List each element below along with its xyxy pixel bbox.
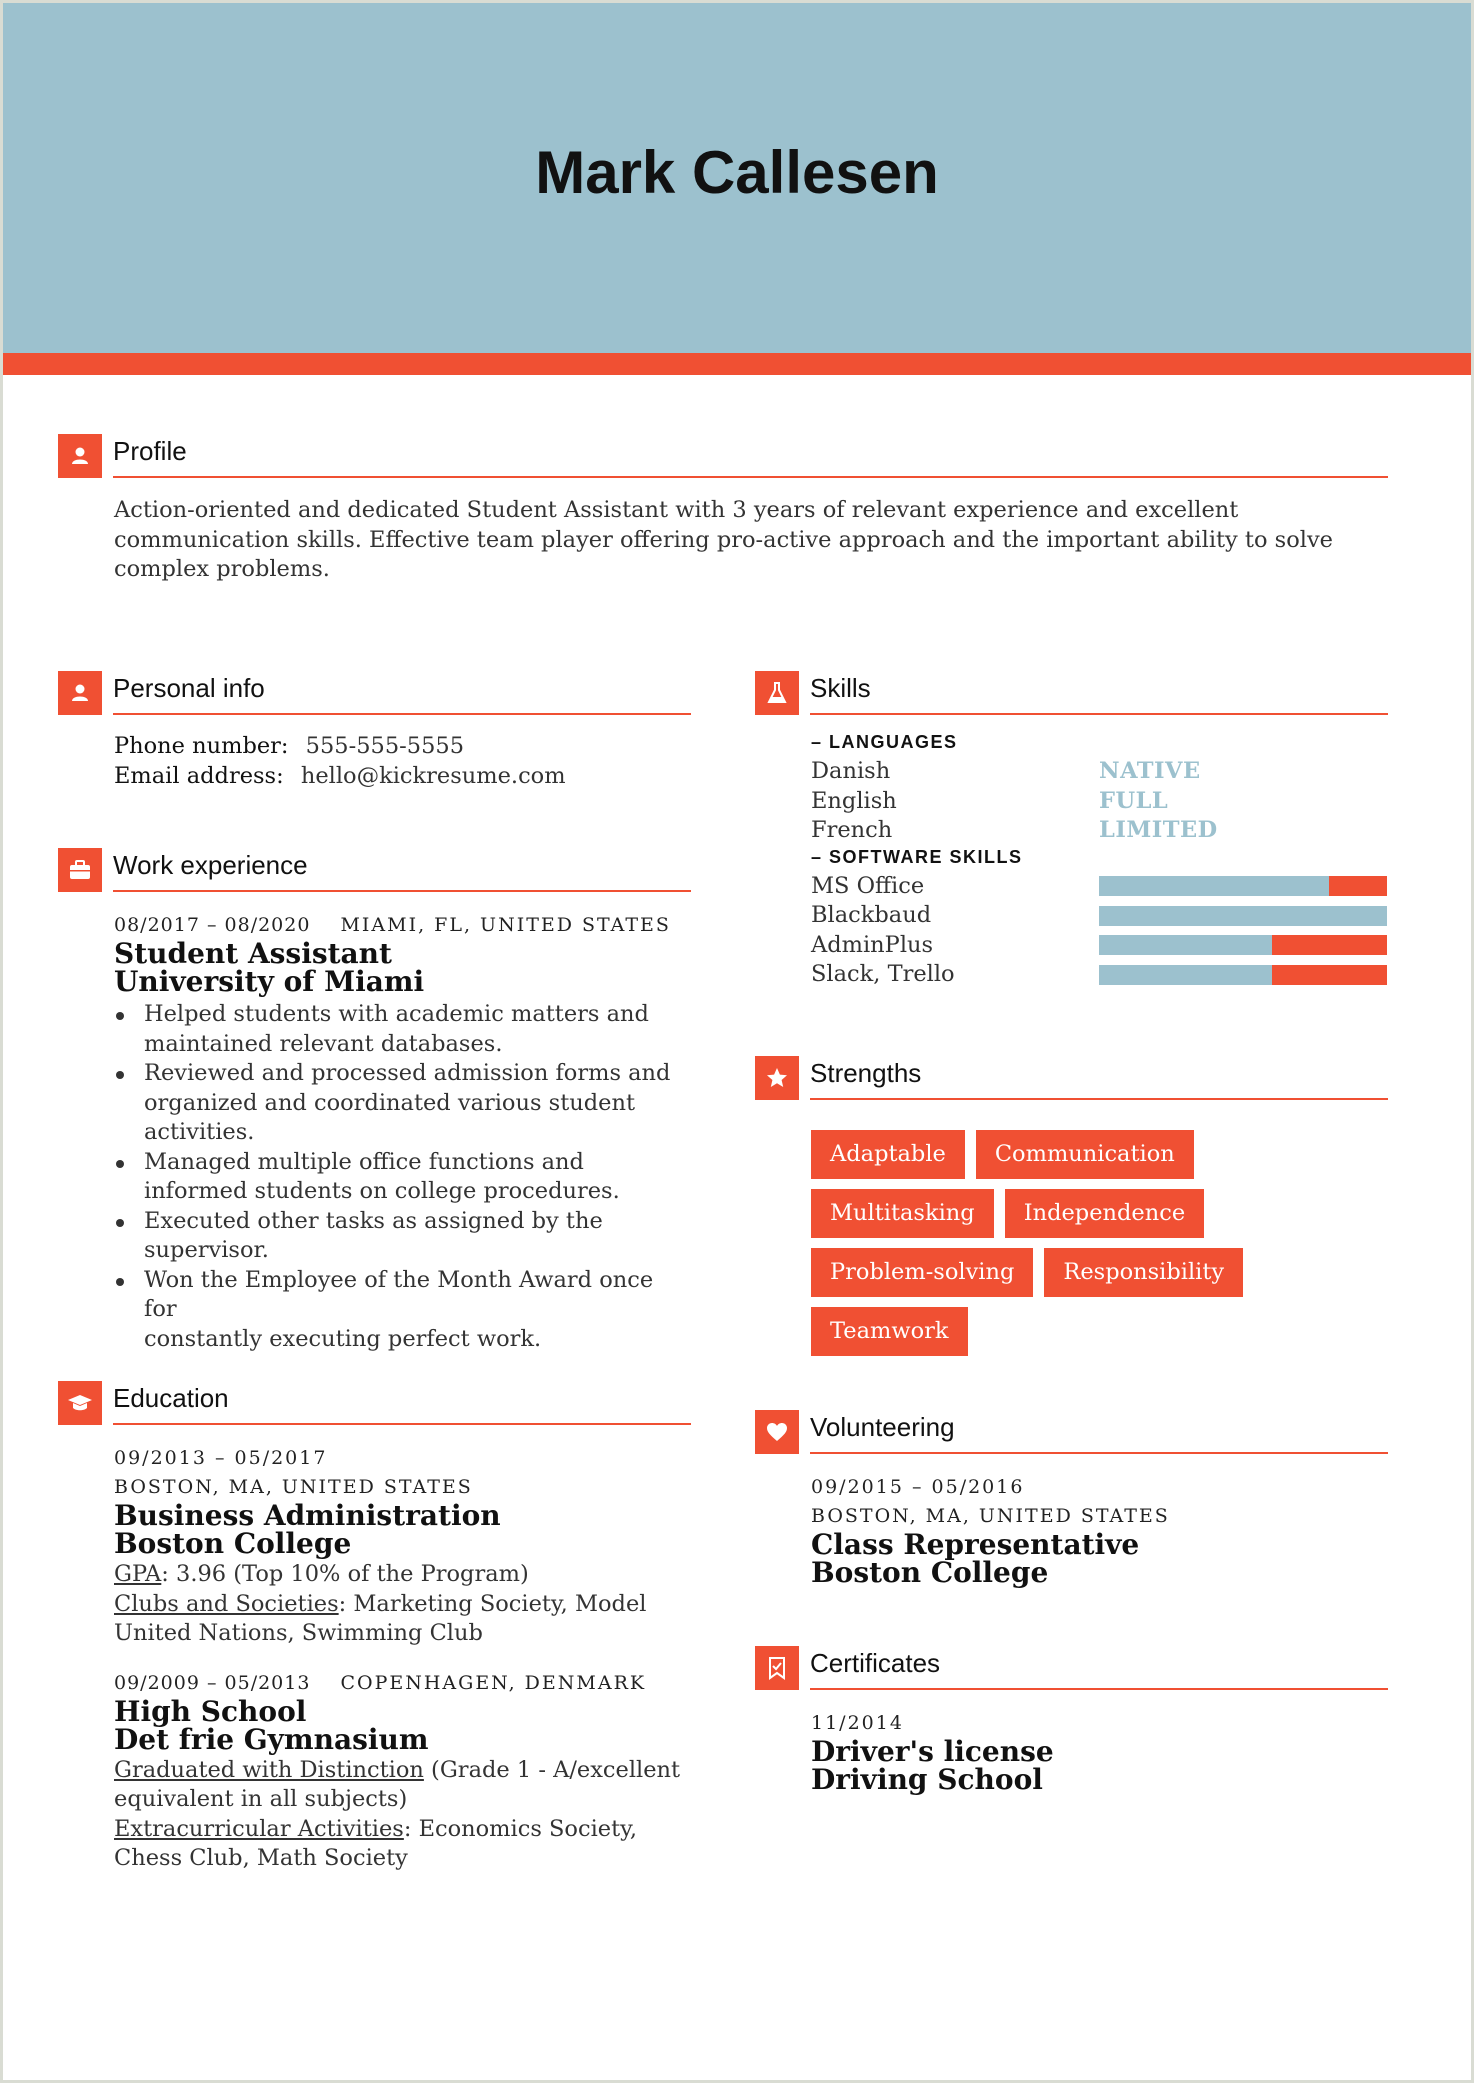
list-item: Helped students with academic matters and maintained relevant databases. — [144, 1000, 691, 1059]
skill-level-bar — [1099, 876, 1387, 896]
education-details: GPA: 3.96 (Top 10% of the Program) Clubs and Societies: Marketing Society, Model United Nations, Swimming Club — [114, 1561, 647, 1646]
personal-info-heading — [58, 671, 691, 717]
skills-body — [811, 727, 1388, 990]
briefcase-icon — [58, 848, 102, 892]
language-level: FULL — [1099, 787, 1169, 814]
section-divider — [810, 1452, 1388, 1454]
section-divider — [810, 1688, 1388, 1690]
software-skill-row — [811, 960, 1388, 990]
software-skill-row — [811, 931, 1388, 961]
education-location: COPENHAGEN, DENMARK — [340, 1671, 647, 1694]
email-row — [114, 762, 691, 792]
certificate-name: Driver's license — [811, 1735, 1054, 1768]
education-heading — [58, 1381, 691, 1427]
education-dates: 09/2013 – 05/2017 — [114, 1447, 328, 1469]
skill-level-bar — [1099, 965, 1387, 985]
skill-level-bar — [1099, 906, 1387, 926]
section-divider — [113, 1423, 691, 1425]
language-row — [811, 787, 1388, 817]
flask-icon — [755, 671, 799, 715]
strength-tag: Problem-solving — [811, 1248, 1033, 1297]
list-item: Executed other tasks as assigned by the supervisor. — [144, 1207, 691, 1266]
skills-section — [755, 671, 1388, 990]
strengths-section — [755, 1056, 1388, 1366]
email-label: Email address: — [114, 762, 284, 789]
star-icon — [755, 1056, 799, 1100]
degree-title: High School — [114, 1694, 307, 1728]
person-icon — [58, 671, 102, 715]
skill-level-bar — [1099, 935, 1387, 955]
section-divider — [113, 713, 691, 715]
certificates-section — [755, 1646, 1388, 1794]
software-skill-row — [811, 901, 1388, 931]
work-experience-section — [58, 848, 691, 1354]
education-location: BOSTON, MA, UNITED STATES — [114, 1476, 473, 1498]
distinction-label: Graduated with Distinction — [114, 1756, 424, 1783]
section-divider — [810, 1098, 1388, 1100]
volunteering-location: BOSTON, MA, UNITED STATES — [811, 1505, 1170, 1527]
education-entry — [114, 1669, 691, 1874]
clubs-label: Clubs and Societies — [114, 1590, 339, 1617]
certificate-date: 11/2014 — [811, 1712, 904, 1734]
job-dates: 08/2017 – 08/2020 — [114, 914, 311, 936]
skills-heading — [755, 671, 1388, 717]
section-divider — [113, 476, 1388, 478]
software-skill-row — [811, 872, 1388, 902]
language-level: NATIVE — [1099, 758, 1201, 784]
volunteering-section — [755, 1410, 1388, 1587]
section-title: Education — [113, 1383, 229, 1413]
skill-level-fill — [1272, 965, 1387, 985]
profile-heading — [58, 434, 1388, 480]
software-skills-heading: – SOFTWARE SKILLS — [811, 846, 1023, 867]
section-title: Work experience — [113, 850, 308, 880]
volunteering-organization: Boston College — [811, 1556, 1049, 1589]
software-name: Slack, Trello — [811, 961, 955, 987]
education-details: Graduated with Distinction (Grade 1 - A/excellent equivalent in all subjects) Extracurricular Activities: Economics Society, Chess Club, Math Society — [114, 1756, 681, 1871]
school-name: Boston College — [114, 1527, 352, 1560]
strength-tags — [811, 1130, 1271, 1366]
graduation-cap-icon — [58, 1381, 102, 1425]
strengths-heading — [755, 1056, 1388, 1102]
personal-info-section — [58, 671, 691, 791]
contact-details — [114, 732, 691, 791]
heart-icon — [755, 1410, 799, 1454]
job-entry — [114, 911, 691, 1354]
strength-tag: Adaptable — [811, 1130, 965, 1179]
strength-tag: Multitasking — [811, 1189, 994, 1238]
school-name: Det frie Gymnasium — [114, 1722, 429, 1756]
section-title: Volunteering — [810, 1412, 955, 1442]
education-entry — [114, 1444, 691, 1649]
section-divider — [113, 890, 691, 892]
section-divider — [810, 713, 1388, 715]
section-title: Certificates — [810, 1648, 941, 1678]
header-accent-stripe — [3, 353, 1471, 375]
certificate-entry — [811, 1709, 1388, 1794]
software-name: Blackbaud — [811, 902, 932, 928]
activities-label: Extracurricular Activities — [114, 1815, 404, 1842]
strength-tag: Independence — [1005, 1189, 1204, 1238]
education-dates: 09/2009 – 05/2013 — [114, 1671, 311, 1694]
certificates-heading — [755, 1646, 1388, 1692]
language-name: French — [811, 817, 893, 843]
section-title: Skills — [810, 673, 871, 703]
language-row — [811, 757, 1388, 787]
profile-line: Action-oriented and dedicated Student Assistant with 3 years of relevant experience and excellent — [114, 497, 1239, 523]
certificate-icon — [755, 1646, 799, 1690]
candidate-name: Mark Callesen — [535, 139, 939, 206]
language-level: LIMITED — [1099, 817, 1218, 843]
volunteering-entry — [811, 1473, 1388, 1587]
job-employer: University of Miami — [114, 965, 425, 998]
job-location: MIAMI, FL, UNITED STATES — [340, 914, 671, 936]
person-icon — [58, 434, 102, 478]
phone-value: 555-555-5555 — [305, 733, 465, 759]
phone-label: Phone number: — [114, 733, 289, 759]
language-name: Danish — [811, 758, 891, 784]
section-title: Personal info — [113, 673, 265, 703]
section-title: Profile — [113, 436, 187, 466]
list-item: Managed multiple office functions and informed students on college procedures. — [144, 1148, 691, 1207]
skill-level-fill — [1272, 935, 1387, 955]
degree-title: Business Administration — [114, 1499, 501, 1532]
list-item: Won the Employee of the Month Award once for constantly executing perfect work. — [144, 1266, 691, 1355]
language-row — [811, 816, 1388, 846]
profile-summary — [114, 496, 1388, 585]
language-name: English — [811, 787, 897, 814]
strength-tag: Communication — [976, 1130, 1194, 1179]
languages-heading: – LANGUAGES — [811, 732, 958, 752]
section-title: Strengths — [810, 1058, 922, 1088]
list-item: Reviewed and processed admission forms and organized and coordinated various student activities. — [144, 1059, 691, 1148]
strength-tag: Responsibility — [1044, 1248, 1243, 1297]
volunteering-heading — [755, 1410, 1388, 1456]
job-title: Student Assistant — [114, 937, 392, 970]
strength-tag: Teamwork — [811, 1307, 968, 1356]
education-section — [58, 1381, 691, 1874]
volunteering-dates: 09/2015 – 05/2016 — [811, 1476, 1025, 1498]
resume-page — [3, 3, 1471, 2080]
phone-row — [114, 732, 691, 762]
email-value: hello@kickresume.com — [300, 762, 566, 789]
volunteering-role: Class Representative — [811, 1528, 1140, 1561]
job-meta — [114, 911, 691, 940]
profile-line: communication skills. Effective team player offering pro-active approach and the important ability to solve — [114, 526, 1333, 553]
job-duties — [114, 1000, 691, 1354]
profile-section — [58, 434, 1388, 585]
software-name: MS Office — [811, 872, 925, 899]
skill-level-fill — [1329, 876, 1387, 896]
work-experience-heading — [58, 848, 691, 894]
gpa-label: GPA — [114, 1561, 162, 1587]
education-meta — [114, 1669, 691, 1698]
profile-line: complex problems. — [114, 556, 330, 582]
certificate-issuer: Driving School — [811, 1763, 1043, 1796]
software-name: AdminPlus — [811, 931, 934, 958]
